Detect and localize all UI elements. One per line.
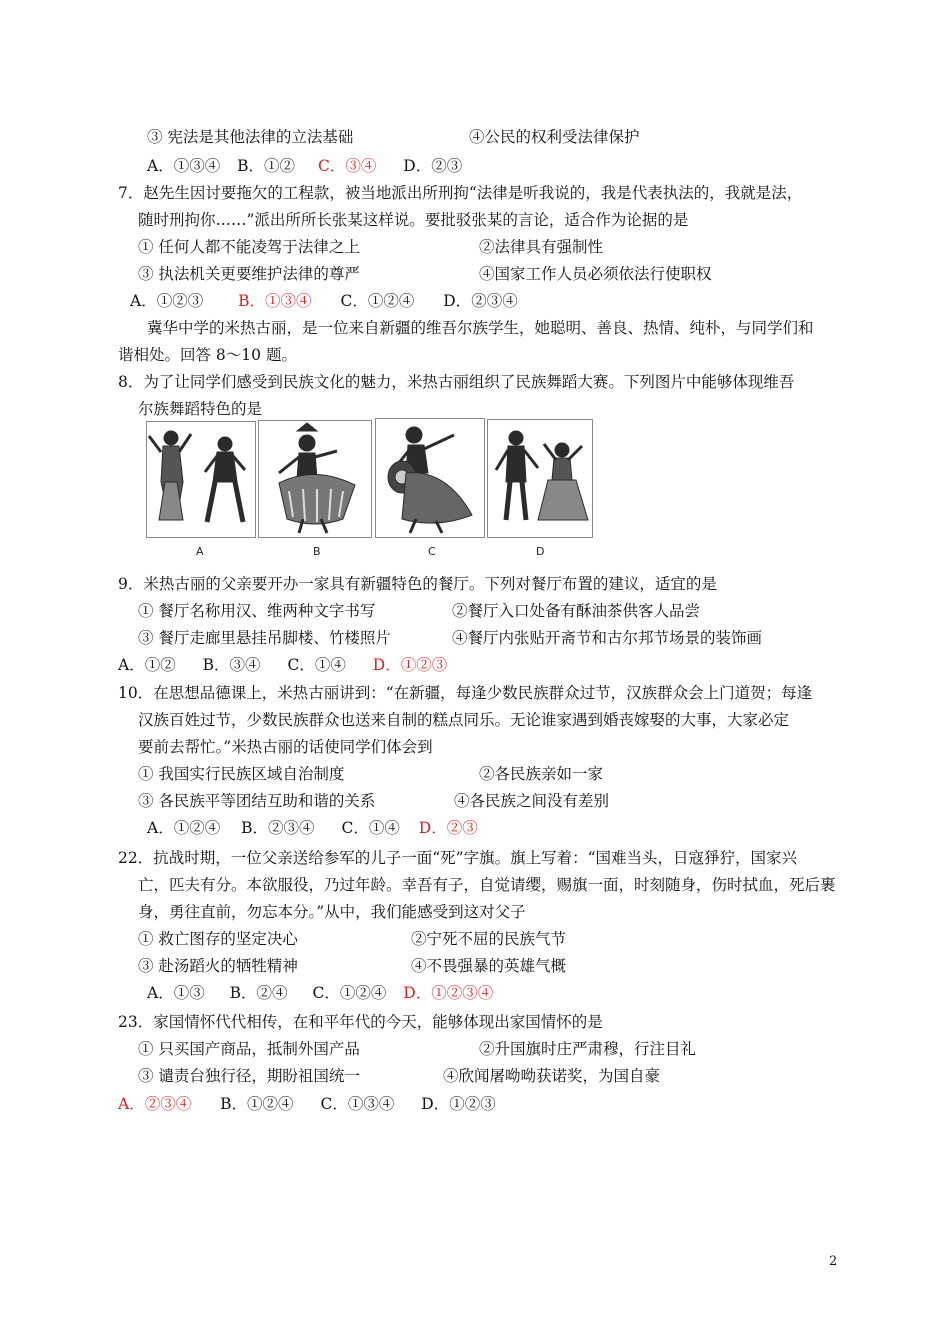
q9-statement-3: ③ 餐厅走廊里悬挂吊脚楼、竹楼照片 [138, 629, 391, 647]
q7-statement-4: ④国家工作人员必须依法行使职权 [479, 265, 712, 283]
q7-stem-line2: 随时刑拘你……”派出所所长张某这样说。要批驳张某的言论，适合作为论据的是 [138, 211, 689, 229]
q23-statement-4: ④欣闻屠呦呦获诺奖，为国自豪 [443, 1067, 661, 1085]
q7-option-a: A．①②③ [130, 292, 204, 310]
q9-statement-2: ②餐厅入口处备有酥油茶供客人品尝 [452, 602, 701, 620]
q10-stem-line2: 汉族百姓过节，少数民族群众也送来自制的糕点同乐。无论谁家遇到婚丧嫁娶的大事，大家必定 [138, 711, 790, 729]
q10-statement-3: ③ 各民族平等团结互助和谐的关系 [138, 792, 376, 810]
q9-options [118, 655, 447, 675]
q7-options [130, 291, 518, 311]
q6-statement-4: ④公民的权利受法律保护 [469, 128, 640, 146]
dance-image-a [146, 421, 256, 538]
q22-statement-2: ②宁死不屈的民族气节 [411, 930, 567, 948]
dance-label-a: A [196, 545, 204, 558]
q23-stem-line1: 23．家国情怀代代相传，在和平年代的今天，能够体现出家国情怀的是 [118, 1013, 603, 1031]
q8-stem-line1: 8．为了让同学们感受到民族文化的魅力，米热古丽组织了民族舞蹈大赛。下列图片中能够体现维吾 [118, 373, 795, 391]
q6-option-a: A．①③④ [147, 157, 221, 175]
q9-option-c: C．①④ [287, 656, 346, 674]
q7-stem-line1: 7．赵先生因讨要拖欠的工程款，被当地派出所刑拘“法律是听我说的，我是代表执法的，我就是法， [118, 184, 803, 202]
q6-options [147, 156, 462, 176]
q22-statement-1: ① 救亡图存的坚定决心 [138, 930, 298, 948]
q6-option-d: D．②③ [403, 157, 463, 175]
intro-line2: 谐相处。回答 8～10 题。 [118, 346, 297, 364]
dance-image-b [258, 420, 372, 538]
q9-option-d-answer: D．①②③ [372, 656, 448, 674]
q7-option-d: D．②③④ [443, 292, 518, 310]
q7-option-c: C．①②④ [340, 292, 415, 310]
dance-label-b: B [313, 545, 321, 558]
q6-option-c-answer: C．③④ [317, 157, 377, 175]
q22-statement-4: ④不畏强暴的英雄气概 [411, 957, 567, 975]
q10-stem-line3: 要前去帮忙。”米热古丽的话使同学们体会到 [138, 738, 433, 756]
q22-stem-line1: 22．抗战时期，一位父亲送给参军的儿子一面“死”字旗。旗上写着：“国难当头，日寇猙狞，国家兴 [118, 849, 797, 867]
q22-options [147, 983, 493, 1003]
q10-statement-4: ④各民族之间没有差别 [454, 792, 610, 810]
q22-option-b: B．②④ [229, 984, 288, 1002]
q23-option-a-answer: A．②③④ [118, 1095, 192, 1113]
q23-options [118, 1094, 496, 1114]
q6-option-b: B．①② [237, 157, 296, 175]
q10-statement-1: ① 我国实行民族区域自治制度 [138, 765, 345, 783]
q22-stem-line2: 亡，匹夫有分。本欲服役，乃过年龄。幸吾有子，自觉请缨，赐旗一面，时刻随身，伤时拭血，死后裹 [138, 876, 836, 894]
q7-statement-3: ③ 执法机关更要维护法律的尊严 [138, 265, 360, 283]
q10-option-a: A．①②④ [147, 819, 221, 837]
q23-option-d: D．①②③ [421, 1095, 496, 1113]
q23-option-b: B．①②④ [220, 1095, 294, 1113]
q10-options [147, 818, 478, 838]
q22-option-a: A．①③ [147, 984, 205, 1002]
q22-option-c: C．①②④ [312, 984, 387, 1002]
q8-stem-line2: 尔族舞蹈特色的是 [138, 400, 263, 418]
q6-statement-3: ③ 宪法是其他法律的立法基础 [147, 128, 354, 146]
dance-label-c: C [428, 545, 436, 558]
q7-statement-2: ②法律具有强制性 [479, 238, 604, 256]
q23-statement-2: ②升国旗时庄严肃穆，行注目礼 [479, 1040, 697, 1058]
q10-option-c: C．①④ [341, 819, 400, 837]
q10-option-d-answer: D．②③ [418, 819, 478, 837]
q23-statement-3: ③ 谴责台独行径，期盼祖国统一 [138, 1067, 360, 1085]
q10-statement-2: ②各民族亲如一家 [479, 765, 604, 783]
q22-statement-3: ③ 赴汤蹈火的牺牲精神 [138, 957, 298, 975]
q7-statement-1: ① 任何人都不能凌驾于法律之上 [138, 238, 360, 256]
q9-stem-line1: 9．米热古丽的父亲要开办一家具有新疆特色的餐厅。下列对餐厅布置的建议，适宜的是 [118, 575, 717, 593]
q9-statement-1: ① 餐厅名称用汉、维两种文字书写 [138, 602, 376, 620]
intro-line1: 冀华中学的米热古丽，是一位来自新疆的维吾尔族学生，她聪明、善良、热情、纯朴，与同学们和 [147, 319, 814, 337]
q9-option-b: B．③④ [202, 656, 261, 674]
q22-option-d-answer: D．①②③④ [403, 984, 494, 1002]
q7-option-b-answer: B．①③④ [238, 292, 312, 310]
q10-stem-line1: 10．在思想品德课上，米热古丽讲到：“在新疆，每逢少数民族群众过节，汉族群众会上门道贺；每逢 [118, 684, 813, 702]
q23-statement-1: ① 只买国产商品，抵制外国产品 [138, 1040, 360, 1058]
q23-option-c: C．①③④ [320, 1095, 395, 1113]
q9-statement-4: ④餐厅内张贴开斋节和古尔邦节场景的装饰画 [452, 629, 763, 647]
dance-image-c [375, 418, 485, 538]
page-number: 2 [829, 1254, 838, 1269]
q22-stem-line3: 身，勇往直前，勿忘本分。”从中，我们能感受到这对父子 [138, 903, 526, 921]
dance-label-d: D [536, 545, 545, 558]
q10-option-b: B．②③④ [241, 819, 315, 837]
dance-image-d [487, 419, 593, 538]
q9-option-a: A．①② [118, 656, 176, 674]
